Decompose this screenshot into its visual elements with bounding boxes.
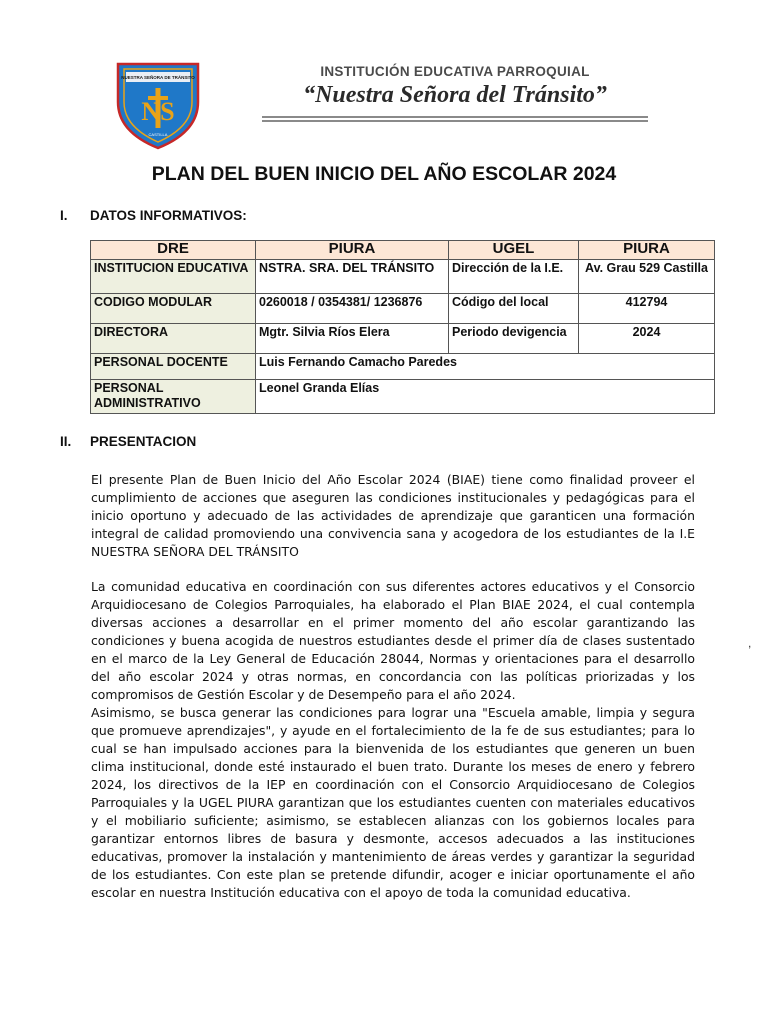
paragraph-goals: Asimismo, se busca generar las condiciones para lograr una "Escuela amable, limpia y segura que promueve aprendizajes", y ayude en el fortalecimiento de la fe de sus estudiantes; para lo cual se han impulsado acciones para la bienvenida de los estudiantes que generen un buen clima institucional, donde esté instaurado el buen trato. Durante los meses de enero y febrero 2024, los directivos de la IEP en coordinación con el Consorcio Arquidiocesano de Colegios Parroquiales y la UGEL PIURA garantizan que los estudiantes cuenten con materiales educativos y el mobiliario suficiente; asimismo, se establecen alianzas con los gobiernos locales para garantizar entornos libres de basura y desmonte, accesos adecuados a las instituciones educativas, promover la instalación y mantenimiento de áreas verdes y garantizar la seguridad de los estudiantes. Con este plan se pretende difundir, acoger e iniciar oportunamente el año escolar en nuestra Institución educativa con el apoyo de toda la comunidad educativa.: [91, 705, 695, 900]
table-cell: PIURA: [256, 241, 449, 260]
table-cell: CODIGO MODULAR: [91, 294, 256, 324]
institution-line1: INSTITUCIÓN EDUCATIVA PARROQUIAL: [320, 64, 590, 79]
table-cell: Av. Grau 529 Castilla: [579, 260, 715, 294]
table-cell: 0260018 / 0354381/ 1236876: [256, 294, 449, 324]
document-title: PLAN DEL BUEN INICIO DEL AÑO ESCOLAR 2024: [151, 163, 617, 185]
crest-ring-text: NUESTRA SEÑORA DE TRÁNSITO: [121, 75, 195, 80]
table-row: [91, 324, 715, 354]
school-crest-logo: [104, 54, 212, 150]
table-cell: PERSONAL ADMINISTRATIVO: [91, 380, 256, 414]
table-cell: PIURA: [579, 241, 715, 260]
table-cell: UGEL: [449, 241, 579, 260]
section-2-title: PRESENTACION: [90, 434, 197, 449]
info-table: [90, 240, 715, 414]
crest-bottom-text: CASTILLA: [148, 132, 168, 137]
table-cell: DRE: [91, 241, 256, 260]
institution-line2: “Nuestra Señora del Tránsito”: [303, 82, 607, 108]
table-cell: Dirección de la I.E.: [449, 260, 579, 294]
table-row: [91, 354, 715, 380]
table-cell: Periodo devigencia: [449, 324, 579, 354]
header-rule-top: [262, 116, 648, 118]
table-row: [91, 260, 715, 294]
section-1-heading: [60, 208, 247, 223]
section-1-number: I.: [60, 208, 68, 223]
section-2-number: II.: [60, 434, 72, 449]
table-cell: Código del local: [449, 294, 579, 324]
table-row: [91, 380, 715, 414]
paragraph-intro: El presente Plan de Buen Inicio del Año Escolar 2024 (BIAE) tiene como finalidad proveer el cumplimiento de acciones que aseguren las condiciones institucionales y pedagógicas para el inicio oportuno y adecuado de las actividades de aprendizaje que garanticen una formación integral de calidad promoviendo una convivencia sana y acogedora de los estudiantes de la I.E NUESTRA SEÑORA DEL TRÁNSITO: [91, 472, 695, 559]
institution-name-block: [262, 60, 648, 124]
section-1-title: DATOS INFORMATIVOS:: [90, 208, 247, 223]
crest-letters: NS: [141, 97, 175, 126]
letterhead: [96, 52, 656, 152]
table-cell: INSTITUCION EDUCATIVA: [91, 260, 256, 294]
table-cell: Leonel Granda Elías: [256, 380, 715, 414]
section-2-heading: [60, 434, 196, 449]
paragraph-community: La comunidad educativa en coordinación con sus diferentes actores educativos y el Consorcio Arquidiocesano de Colegios Parroquiales, ha elaborado el Plan BIAE 2024, el cual contempla diversas acciones a desarrollar en el primer momento del año escolar garantizando las condiciones y buena acogida de nuestros estudiantes desde el primer día de clases sustentado en el marco de la Ley General de Educación 28044, Normas y orientaciones para el desarrollo del año escolar 2024 y otras normas, en concordancia con las políticas priorizadas y los compromisos de Gestión Escolar y de Desempeño para el año 2024.: [91, 579, 695, 702]
stray-mark: ,: [748, 636, 752, 650]
table-cell: PERSONAL DOCENTE: [91, 354, 256, 380]
table-row: [91, 294, 715, 324]
table-cell: NSTRA. SRA. DEL TRÁNSITO: [256, 260, 449, 294]
table-cell: 2024: [579, 324, 715, 354]
table-cell: Mgtr. Silvia Ríos Elera: [256, 324, 449, 354]
table-cell: DIRECTORA: [91, 324, 256, 354]
table-header-row: [91, 241, 715, 260]
table-cell: 412794: [579, 294, 715, 324]
table-cell: Luis Fernando Camacho Paredes: [256, 354, 715, 380]
header-rule-bottom: [262, 120, 648, 122]
